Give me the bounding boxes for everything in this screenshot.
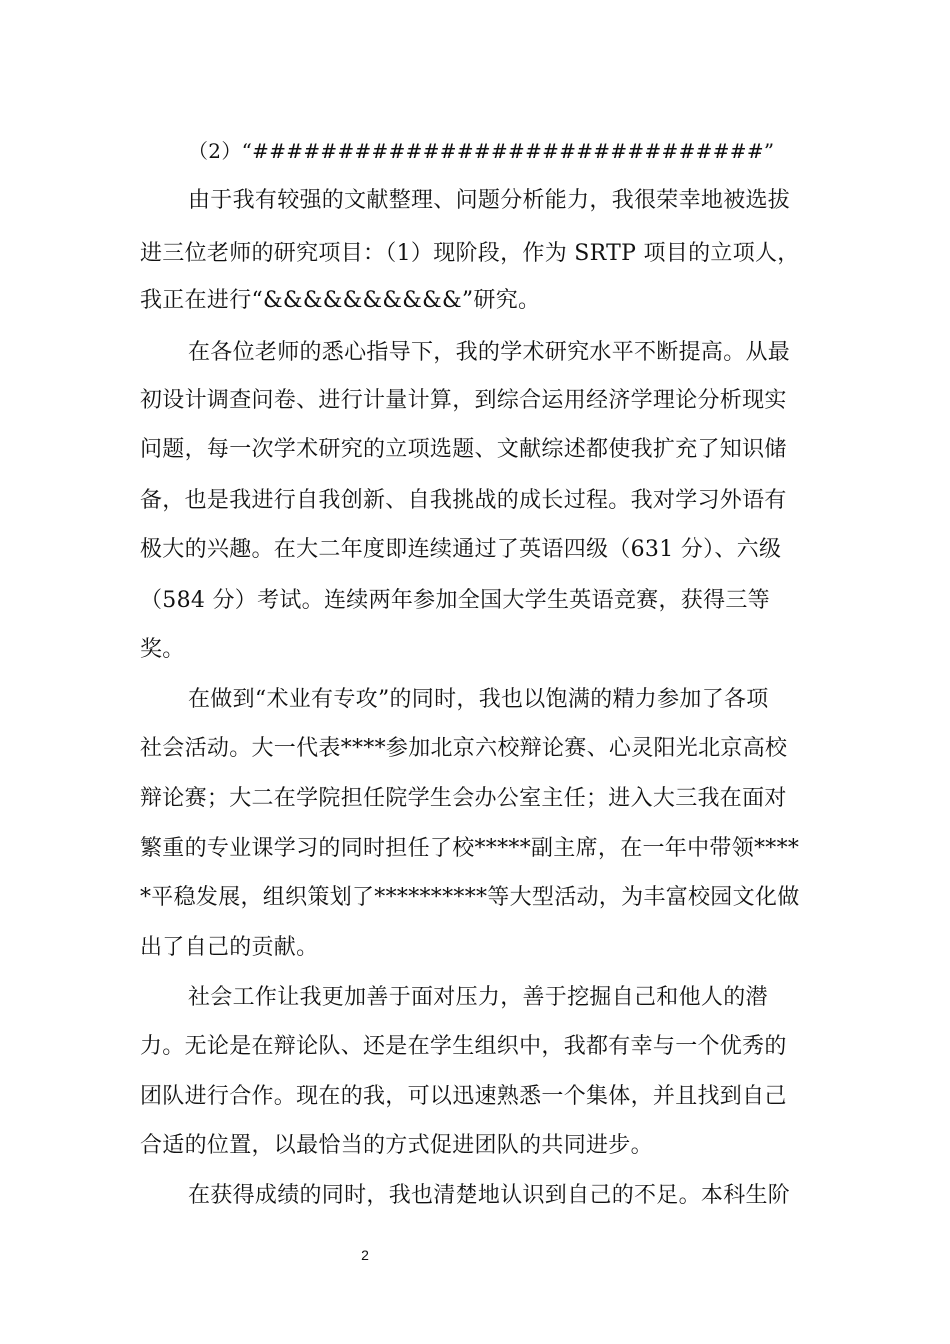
paragraph-line: 初设计调查问卷、进行计量计算，到综合运用经济学理论分析现实 bbox=[140, 388, 787, 413]
paragraph-line: *平稳发展，组织策划了**********等大型活动，为丰富校园文化做 bbox=[140, 885, 800, 910]
section-heading: （2）“##############################” bbox=[188, 139, 775, 163]
paragraph-line: 进三位老师的研究项目：（1）现阶段，作为 SRTP 项目的立项人， bbox=[140, 241, 800, 266]
paragraph-line: 社会活动。大一代表****参加北京六校辩论赛、心灵阳光北京高校 bbox=[140, 736, 788, 761]
paragraph-line: 辩论赛；大二在学院担任院学生会办公室主任；进入大三我在面对 bbox=[140, 786, 787, 811]
paragraph-line: 社会工作让我更加善于面对压力，善于挖掘自己和他人的潜 bbox=[188, 985, 768, 1010]
paragraph-line: 力。无论是在辩论队、还是在学生组织中，我都有幸与一个优秀的 bbox=[140, 1034, 787, 1059]
paragraph-line: 出了自己的贡献。 bbox=[140, 935, 319, 960]
paragraph-line: 极大的兴趣。在大二年度即连续通过了英语四级（631 分）、六级 bbox=[140, 537, 782, 562]
paragraph-line: 繁重的专业课学习的同时担任了校*****副主席，在一年中带领**** bbox=[140, 836, 800, 861]
paragraph-line: 由于我有较强的文献整理、问题分析能力，我很荣幸地被选拔 bbox=[188, 188, 791, 213]
paragraph-line: 在获得成绩的同时，我也清楚地认识到自己的不足。本科生阶 bbox=[188, 1183, 791, 1208]
paragraph-line: 问题，每一次学术研究的立项选题、文献综述都使我扩充了知识储 bbox=[140, 437, 787, 462]
paragraph-line: 我正在进行“&&&&&&&&&&”研究。 bbox=[140, 288, 541, 313]
paragraph-line: 奖。 bbox=[140, 637, 185, 662]
paragraph-line: 合适的位置，以最恰当的方式促进团队的共同进步。 bbox=[140, 1133, 653, 1158]
paragraph-line: （584 分）考试。连续两年参加全国大学生英语竞赛，获得三等 bbox=[140, 588, 770, 613]
page-number: 2 bbox=[361, 1247, 369, 1263]
paragraph-line: 备，也是我进行自我创新、自我挑战的成长过程。我对学习外语有 bbox=[140, 488, 787, 513]
paragraph-line: 在各位老师的悉心指导下，我的学术研究水平不断提高。从最 bbox=[188, 340, 791, 365]
paragraph-line: 在做到“术业有专攻”的同时，我也以饱满的精力参加了各项 bbox=[188, 687, 769, 712]
paragraph-line: 团队进行合作。现在的我，可以迅速熟悉一个集体，并且找到自己 bbox=[140, 1084, 787, 1109]
